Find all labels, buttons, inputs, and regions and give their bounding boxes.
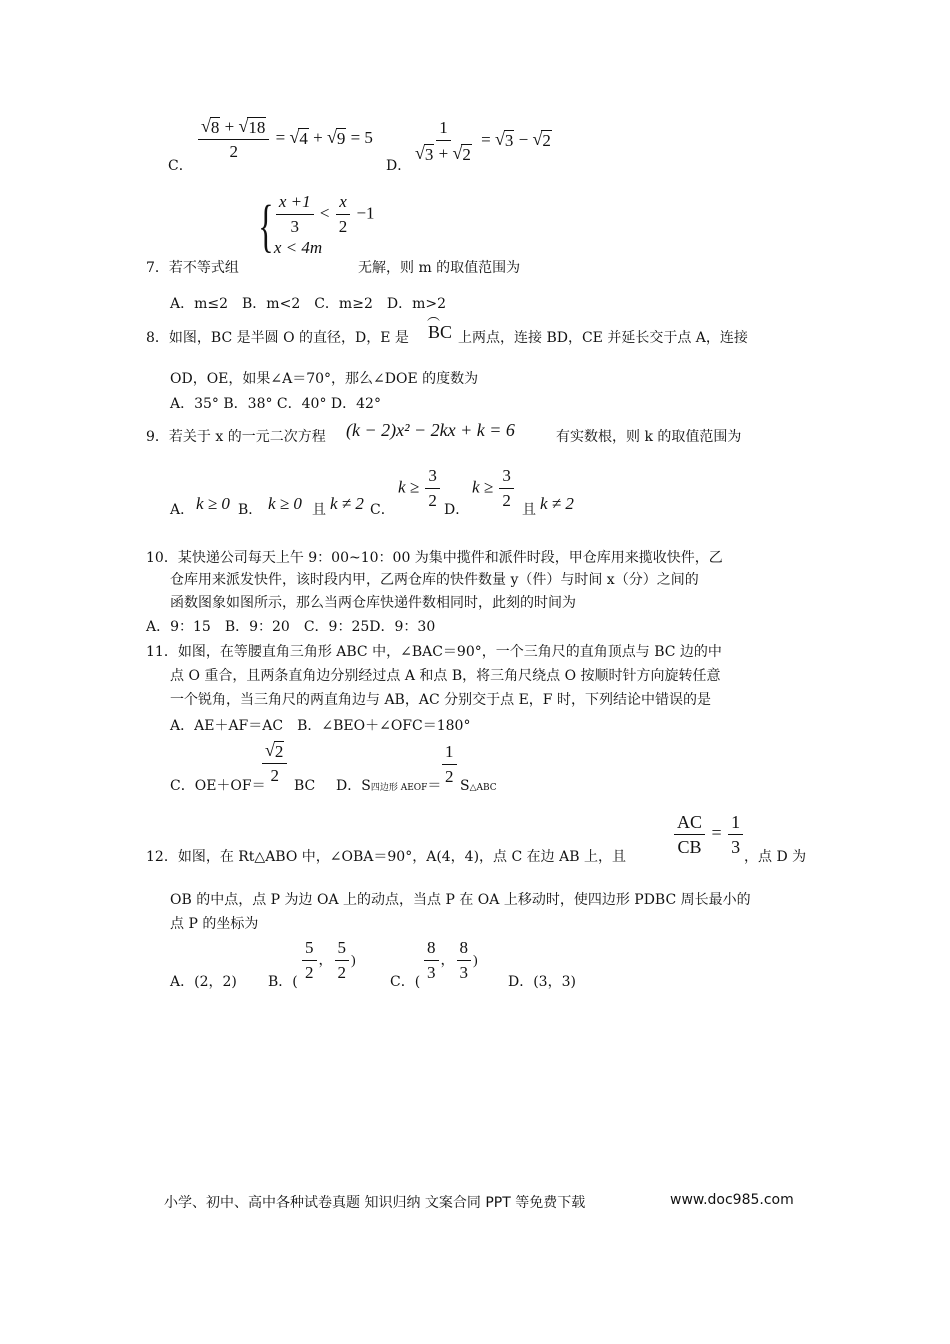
q12-c-comma: ，: [440, 953, 455, 969]
q11-c-num: 2: [274, 742, 284, 761]
q6-c-plus: +: [224, 117, 235, 136]
q12-b-den1: 2: [305, 963, 314, 982]
q6-d-den-a: 3: [424, 145, 434, 164]
q11-d-num: 1: [442, 742, 457, 765]
q11-line2: 点 O 重合，且两条直角边分别经过点 A 和点 B，将三角尺绕点 O 按顺时针方向旋转任意: [170, 668, 721, 684]
q6-c-sqrt-b: 18: [248, 118, 266, 137]
q12-b-label: B．(: [268, 974, 298, 990]
q12-line1-b: ，点 D 为: [744, 849, 807, 865]
q11-d-tail: [460, 776, 497, 798]
q9-b-and: 且: [312, 502, 326, 518]
q7-options: A．m≤2 B．m<2 C．m≥2 D．m>2: [170, 296, 446, 312]
q6-d-rhs-b: 2: [542, 130, 551, 150]
q6-c-expression: √ 8 + √ 18 2 = √ 4 + √ 9 = 5: [196, 116, 373, 162]
q9-c-num: 3: [425, 466, 440, 489]
q7-prefix: 7．若不等式组: [146, 260, 239, 276]
q11-d-prefix: D．S: [336, 778, 371, 794]
q11-options-ab: A．AE＋AF＝AC B．∠BEO＋∠OFC＝180°: [170, 718, 471, 734]
q12-ratio: [672, 812, 745, 857]
q9-d-den: 2: [502, 491, 511, 510]
q10-line3: 函数图象如图所示，那么当两仓库快递件数相同时，此刻的时间为: [170, 595, 576, 611]
q12-frac1-num: AC: [674, 812, 705, 835]
q12-c-label: C．(: [390, 974, 421, 990]
q12-c-den1: 3: [427, 963, 436, 982]
q11-c-fraction: √ 2 2: [260, 740, 289, 786]
q8-options: A．35° B．38° C．40° D．42°: [170, 396, 381, 412]
q9-b-expr1: k ≥ 0: [268, 494, 302, 513]
q6-c-denominator: 2: [229, 142, 238, 161]
q10-line2: 仓库用来派发快件，该时段内甲，乙两仓库的快件数量 y（件）与时间 x（分）之间的: [170, 572, 699, 588]
q6-d-label: D．: [386, 158, 412, 174]
q11-d-fraction: [440, 742, 459, 787]
q11-c-den: 2: [270, 766, 279, 785]
q8-arc-label: BC: [428, 322, 453, 342]
q7-row1-lhs-num: x +1: [276, 192, 314, 215]
q9-d-label: D．: [444, 502, 470, 518]
q8-arc-mark: ︵: [427, 309, 441, 324]
q12-eq: =: [711, 822, 722, 843]
q9-c-den: 2: [428, 491, 437, 510]
q12-b-comma: ，: [318, 953, 333, 969]
q9-prefix: 9．若关于 x 的一元二次方程: [146, 429, 326, 445]
q6-d-rhs-minus: −: [518, 129, 529, 149]
q12-frac2-num: 1: [728, 812, 743, 835]
q11-d-sub1: 四边形 AEOF: [370, 783, 428, 793]
q9-d-expr: k ≥: [472, 477, 494, 497]
q11-d-sub2: △ABC: [469, 783, 497, 793]
q9-a-label: A．: [170, 502, 195, 518]
q6-d-fraction: 1 √ 3 + √ 2: [415, 118, 471, 164]
q6-c-rhs-a: 4: [299, 128, 308, 148]
q11-c-suffix: BC: [294, 778, 316, 794]
q9-equation: (k − 2)x² − 2kx + k = 6: [346, 420, 515, 440]
footer-url[interactable]: www.doc985.com: [670, 1192, 794, 1208]
q12-frac1-den: CB: [677, 837, 702, 857]
q12-d-option: D．(3，3): [508, 974, 576, 990]
q6-d-numerator: 1: [436, 118, 451, 141]
q11-c-prefix: C．OE＋OF＝: [170, 778, 266, 794]
q12-b-den2: 2: [337, 963, 346, 982]
q12-line3: 点 P 的坐标为: [170, 916, 259, 932]
q12-a-option: A．(2，2): [170, 974, 237, 990]
q9-suffix: 有实数根，则 k 的取值范围为: [556, 429, 742, 445]
q7-row1-rhs-num: x: [336, 192, 350, 215]
q7-brace-icon: {: [258, 192, 274, 258]
q11-d-s: S: [460, 778, 470, 794]
q11-d-den: 2: [445, 767, 454, 786]
q12-b-fractions: [300, 938, 356, 983]
q11-line3: 一个锐角，当三角尺的两直角边与 AB，AC 分别交于点 E，F 时，下列结论中错误的是: [170, 692, 711, 708]
q12-c-num2: 8: [457, 938, 472, 961]
q7-row1-rhs-den: 2: [338, 217, 348, 236]
q12-b-num1: 5: [302, 938, 317, 961]
q8-line1-b: 上两点，连接 BD，CE 并延长交于点 A，连接: [458, 330, 748, 346]
q9-a-expr: k ≥ 0: [196, 494, 230, 513]
q10-line1: 10．某快递公司每天上午 9：00~10：00 为集中揽件和派件时段，甲仓库用来揽收快件，乙: [146, 550, 723, 566]
q7-row1-lt: <: [319, 203, 330, 223]
q6-c-label: C．: [168, 158, 193, 174]
q12-c-close: ): [473, 953, 478, 969]
q9-d-expr2: k ≠ 2: [540, 494, 574, 513]
q7-row2: x < 4m: [273, 238, 323, 257]
q12-line2: OB 的中点，点 P 为边 OA 上的动点，当点 P 在 OA 上移动时，使四边形 PDBC 周长最小的: [170, 892, 751, 908]
q7-row1-tail: −1: [356, 203, 375, 223]
q11-line1: 11．如图，在等腰直角三角形 ABC 中，∠BAC＝90°，一个三角尺的直角顶点与 BC 边的中: [146, 644, 722, 660]
q12-c-den2: 3: [459, 963, 468, 982]
q11-d-option: [336, 776, 441, 798]
q9-b-expr2: k ≠ 2: [330, 494, 364, 513]
q6-d-den-b: 2: [462, 145, 471, 164]
footer-text: 小学、初中、高中各种试卷真题 知识归纳 文案合同 PPT 等免费下载: [164, 1195, 586, 1211]
q6-d-rhs-a: 3: [504, 130, 514, 150]
q6-c-fraction: √ 8 + √ 18 2: [198, 116, 269, 162]
q8-line1-a: 8．如图，BC 是半圆 O 的直径，D，E 是: [146, 330, 409, 346]
q6-d-expression: 1 √ 3 + √ 2 = √ 3 − √ 2: [410, 118, 552, 164]
q7-inequality-system: [252, 192, 375, 259]
q9-b-label: B．: [238, 502, 263, 518]
q12-line1-a: 12．如图，在 Rt△ABO 中，∠OBA＝90°，A(4，4)，点 C 在边 AB 上，且: [146, 849, 626, 865]
q9-d-expression: [472, 466, 516, 511]
q6-c-rhs-b: 9: [336, 128, 346, 148]
q9-d-and: 且: [522, 502, 536, 518]
q7-row1-lhs-den: 3: [290, 217, 299, 236]
q7-row1: [274, 192, 375, 237]
q7-suffix: 无解，则 m 的取值范围为: [358, 260, 521, 276]
q6-d-equals: =: [481, 129, 491, 149]
q12-frac2-den: 3: [731, 837, 741, 857]
q9-c-expr: k ≥: [398, 477, 420, 497]
q6-c-equals: =: [275, 127, 286, 147]
q10-options: A．9：15 B．9：20 C．9：25D．9：30: [146, 619, 436, 635]
q12-b-num2: 5: [335, 938, 350, 961]
q9-c-label: C．: [370, 502, 395, 518]
q6-c-rhs-plus: +: [313, 127, 323, 147]
q6-c-rhs-value: = 5: [350, 127, 373, 147]
q12-b-close: ): [351, 953, 356, 969]
q6-d-den-plus: +: [438, 144, 449, 163]
q11-d-eq: ＝: [427, 778, 442, 794]
q12-c-fractions: [422, 938, 478, 983]
q9-c-expression: [398, 466, 442, 511]
q6-c-sqrt-a: 8: [210, 118, 220, 137]
q12-c-num1: 8: [424, 938, 439, 961]
q9-d-num: 3: [499, 466, 514, 489]
q8-line2: OD，OE，如果∠A＝70°，那么∠DOE 的度数为: [170, 371, 479, 387]
